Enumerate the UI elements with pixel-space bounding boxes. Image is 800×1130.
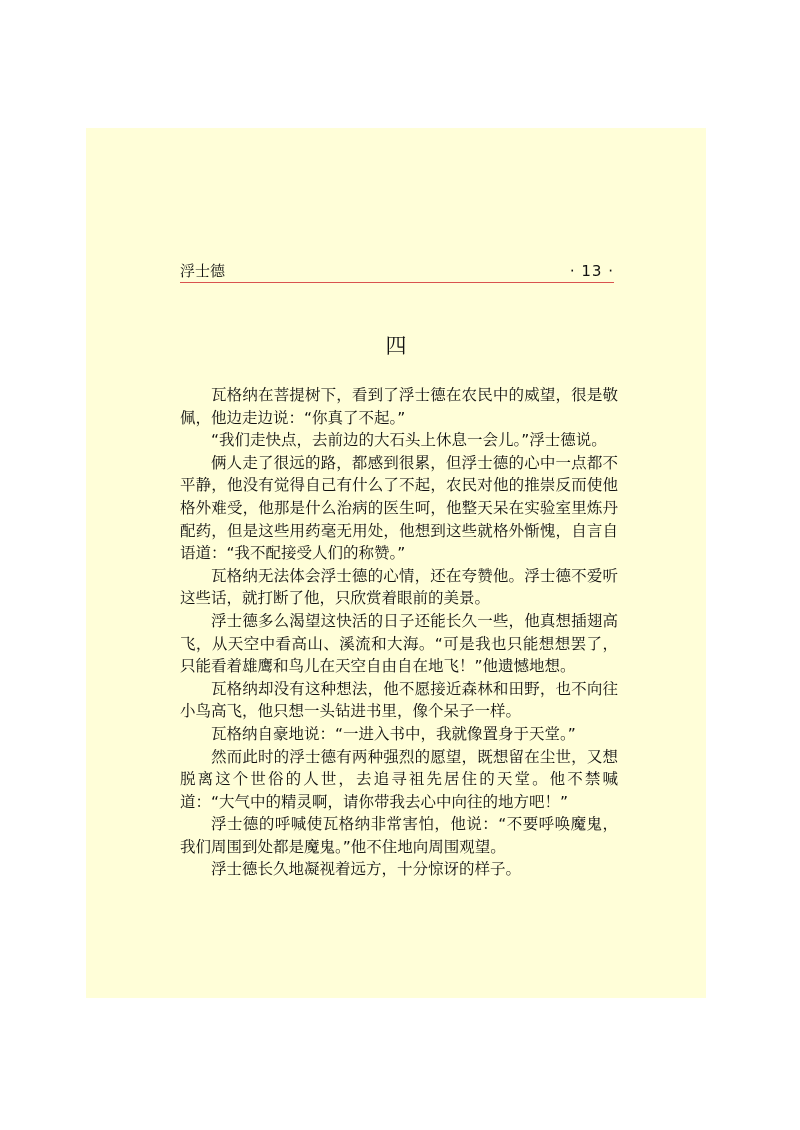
body-text: [180, 384, 618, 881]
paragraph: 浮士德长久地凝视着远方，十分惊讶的样子。: [211, 860, 522, 879]
paragraph: 瓦格纳却没有这种想法，他不愿接近森林和田野，也不向往小鸟高飞，他只想一头钻进书里，像个呆子一样。: [180, 679, 618, 721]
paragraph: 浮士德的呼喊使瓦格纳非常害怕，他说：“不要呼唤魔鬼，我们周围到处都是魔鬼。”他不住地向周围观望。: [180, 815, 618, 856]
book-page: [86, 128, 706, 998]
paragraph: 瓦格纳在菩提树下，看到了浮士德在农民中的威望，很是敬佩，他边走边说：“你真了不起。”: [180, 386, 618, 427]
running-header: [180, 261, 614, 281]
paragraph: 然而此时的浮士德有两种强烈的愿望，既想留在尘世，又想脱离这个世俗的人世，去追寻祖先居住的天堂。他不禁喊道：“大气中的精灵啊，请你带我去心中向往的地方吧！”: [180, 747, 618, 811]
paragraph: 瓦格纳自豪地说：“一进入书中，我就像置身于天堂。”: [211, 724, 576, 743]
paragraph: “我们走快点，去前边的大石头上休息一会儿。”浮士德说。: [211, 431, 607, 450]
header-rule: [180, 282, 614, 283]
paragraph: 俩人走了很远的路，都感到很累，但浮士德的心中一点都不平静，他没有觉得自己有什么了不起，农民对他的推崇反而使他格外难受，他那是什么治病的医生呵，他整天呆在实验室里炼丹配药，但是这些用药毫无用处，他想到这些就格外惭愧，自言自语道：“我不配接受人们的称赞。”: [180, 453, 618, 563]
paragraph: 浮士德多么渴望这快活的日子还能长久一些，他真想插翅高飞，从天空中看高山、溪流和大海。“可是我也只能想想罢了，只能看着雄鹰和鸟儿在天空自由自在地飞！”他遗憾地想。: [180, 611, 618, 676]
running-header-title: 浮士德: [180, 262, 226, 280]
chapter-title: 四: [385, 334, 407, 358]
paragraph: 瓦格纳无法体会浮士德的心情，还在夸赞他。浮士德不爱听这些话，就打断了他，只欣赏着眼前的美景。: [180, 566, 618, 608]
page-number: · 13 ·: [569, 262, 614, 280]
